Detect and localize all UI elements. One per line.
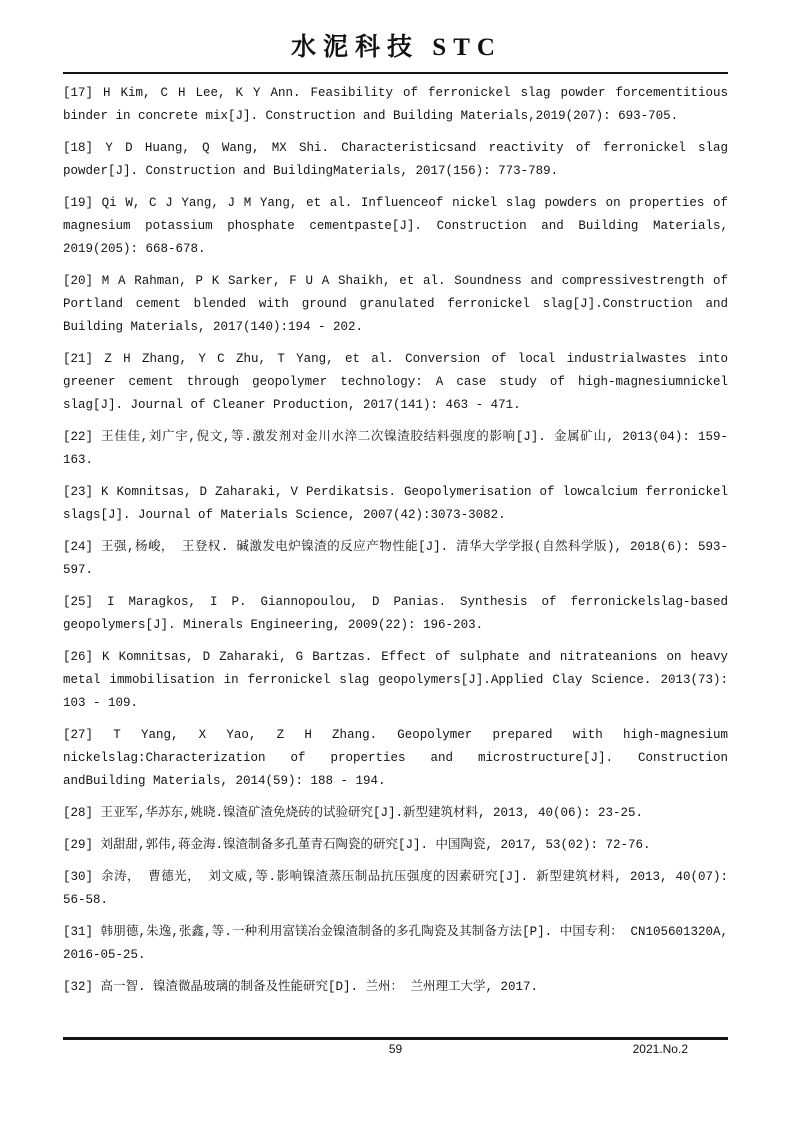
reference-23: [23] K Komnitsas, D Zaharaki, V Perdikatsis. Geopolymerisation of lowcalcium ferronickel slags[J]. Journal of Materials Science, 2007(42):3073-3082. [63, 485, 728, 522]
reference-22: [22] 王佳佳,刘广宇,倪文,等.激发剂对金川水淬二次镍渣胶结料强度的影响[J]. 金属矿山, 2013(04): 159-163. [63, 430, 728, 467]
references-list [63, 74, 728, 999]
reference-24: [24] 王强,杨峻， 王登权. 碱激发电炉镍渣的反应产物性能[J]. 清华大学学报(自然科学版), 2018(6): 593-597. [63, 540, 728, 577]
reference-28: [28] 王亚军,华苏东,姚晓.镍渣矿渣免烧砖的试验研究[J].新型建筑材料, 2013, 40(06): 23-25. [63, 806, 644, 820]
reference-20: [20] M A Rahman, P K Sarker, F U A Shaikh, et al. Soundness and compressivestrength of Portland cement blended with ground granulated ferronickel slag[J].Construction and Building Materials, 2017(140):194 - 202. [63, 274, 728, 334]
page-header [0, 0, 793, 74]
reference-30: [30] 余涛， 曹德光， 刘文威,等.影响镍渣蒸压制品抗压强度的因素研究[J]. 新型建筑材料, 2013, 40(07): 56-58. [63, 870, 728, 907]
reference-27: [27] T Yang, X Yao, Z H Zhang. Geopolymer prepared with high-magnesium nickelslag:Characterization of properties and microstructure[J]. Construction andBuilding Materials, 2014(59): 188 - 194. [63, 728, 728, 788]
reference-29: [29] 刘甜甜,郭伟,蒋金海.镍渣制备多孔堇青石陶瓷的研究[J]. 中国陶瓷, 2017, 53(02): 72-76. [63, 838, 651, 852]
journal-title: 水泥科技 STC [291, 34, 502, 61]
footer-row [63, 1042, 728, 1062]
footer-divider [63, 1037, 728, 1040]
page-number: 59 [388, 1042, 403, 1056]
reference-32: [32] 高一智. 镍渣微晶玻璃的制备及性能研究[D]. 兰州： 兰州理工大学, 2017. [63, 980, 539, 994]
reference-21: [21] Z H Zhang, Y C Zhu, T Yang, et al. Conversion of local industrialwastes into greener cement through geopolymer technology: A case study of high-magnesiumnickel slag[J]. Journal of Cleaner Production, 2017(141): 463 - 471. [63, 352, 728, 412]
reference-18: [18] Y D Huang, Q Wang, MX Shi. Characteristicsand reactivity of ferronickel slag powder[J]. Construction and BuildingMaterials, 2017(156): 773-789. [63, 141, 728, 178]
issue-number: 2021.No.2 [632, 1042, 688, 1056]
reference-17: [17] H Kim, C H Lee, K Y Ann. Feasibility of ferronickel slag powder forcementitious binder in concrete mix[J]. Construction and Building Materials,2019(207): 693-705. [63, 86, 728, 123]
page-footer [63, 1037, 728, 1062]
reference-19: [19] Qi W, C J Yang, J M Yang, et al. Influenceof nickel slag powders on properties of magnesium potassium phosphate cementpaste[J]. Construction and Building Materials, 2019(205): 668-678. [63, 196, 728, 256]
reference-26: [26] K Komnitsas, D Zaharaki, G Bartzas. Effect of sulphate and nitrateanions on heavy metal immobilisation in ferronickel slag geopolymers[J].Applied Clay Science. 2013(73): 103 - 109. [63, 650, 728, 710]
reference-25: [25] I Maragkos, I P. Giannopoulou, D Panias. Synthesis of ferronickelslag-based geopolymers[J]. Minerals Engineering, 2009(22): 196-203. [63, 595, 728, 632]
reference-31: [31] 韩朋德,朱逸,张鑫,等.一种利用富镁冶金镍渣制备的多孔陶瓷及其制备方法[P]. 中国专利： CN105601320A, 2016-05-25. [63, 925, 728, 962]
